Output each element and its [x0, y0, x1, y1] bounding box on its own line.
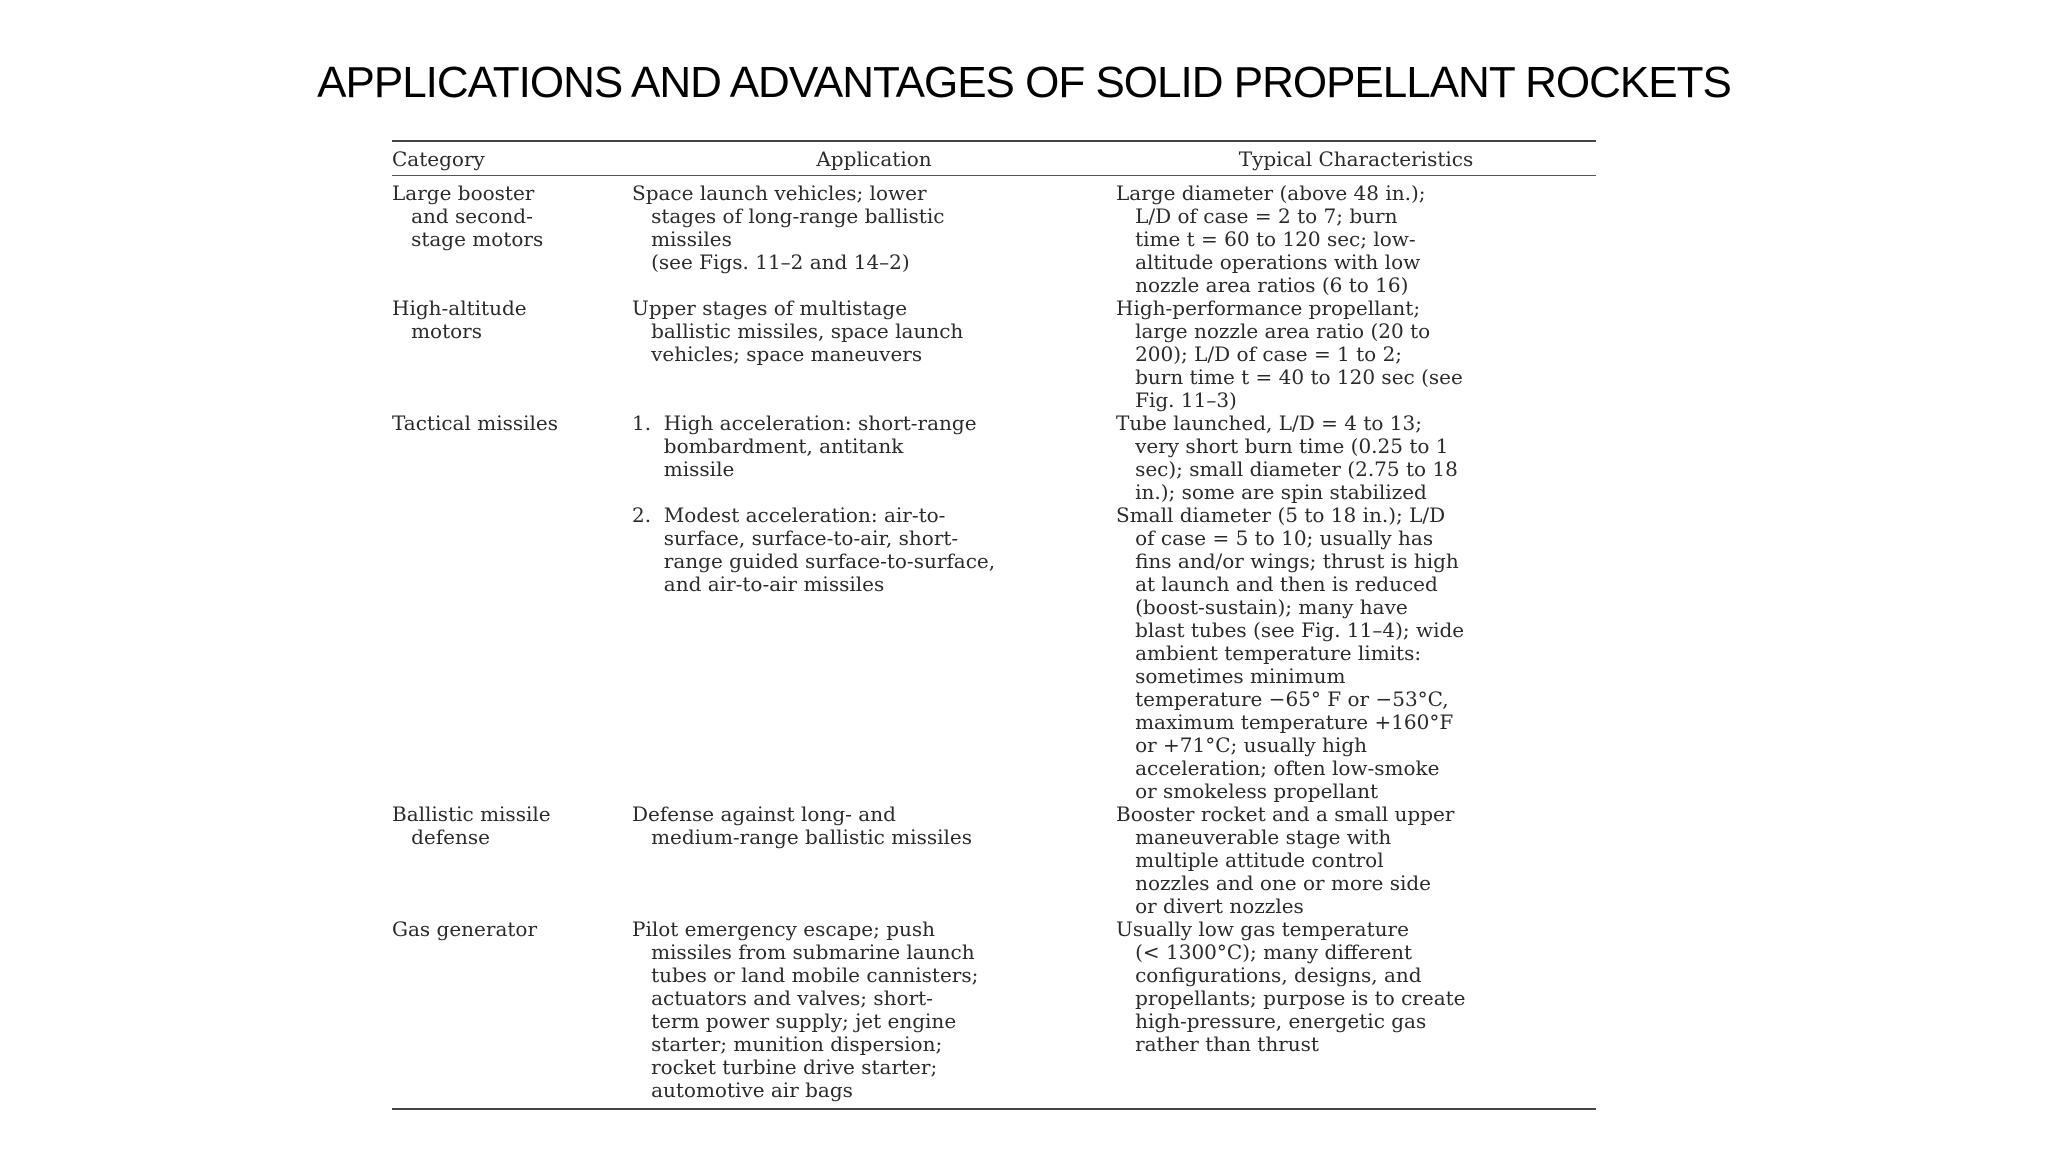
cell-application: 1. High acceleration: short-range bombardment, antitank missile [632, 411, 977, 481]
header-characteristics: Typical Characteristics [1238, 147, 1474, 171]
table-row-gas-generator [392, 918, 1596, 1102]
cell-category [392, 504, 632, 803]
table-row-large-booster [392, 182, 1596, 297]
table-row-tactical-1 [392, 412, 1596, 504]
header-category: Category [392, 147, 485, 171]
cell-characteristics: Booster rocket and a small upper maneuverable stage with multiple attitude control nozzles and one or more side or divert nozzles [1116, 802, 1455, 918]
table-header-row [392, 142, 1596, 175]
cell-application: 2. Modest acceleration: air-to- surface, surface-to-air, short- range guided surface-to-surface, and air-to-air missiles [632, 503, 996, 596]
applications-table [392, 140, 1596, 1110]
header-application: Application [816, 147, 932, 171]
slide-title: APPLICATIONS AND ADVANTAGES OF SOLID PROPELLANT ROCKETS [317, 58, 1731, 107]
table-bottom-rule [392, 1108, 1596, 1110]
cell-characteristics: High-performance propellant; large nozzle area ratio (20 to 200); L/D of case = 1 to 2; burn time t = 40 to 120 sec (see Fig. 11–3) [1116, 296, 1463, 412]
cell-category: High-altitude motors [392, 296, 527, 343]
cell-characteristics: Usually low gas temperature (< 1300°C); many different configurations, designs, and propellants; purpose is to create high-pressure, energetic gas rather than thrust [1116, 917, 1466, 1056]
cell-category: Large booster and second- stage motors [392, 181, 544, 251]
cell-characteristics: Tube launched, L/D = 4 to 13; very short burn time (0.25 to 1 sec); small diameter (2.75 to 18 in.); some are spin stabilized [1116, 411, 1458, 504]
cell-application: Pilot emergency escape; push missiles from submarine launch tubes or land mobile cannisters; actuators and valves; short- term power supply; jet engine starter; munition dispersion; rocket turbine drive starter; automotive air bags [632, 917, 979, 1102]
cell-characteristics: Small diameter (5 to 18 in.); L/D of case = 5 to 10; usually has fins and/or wings; thrust is high at launch and then is reduced (boost-sustain); many have blast tubes (see Fig. 11–4); wide ambient temperature limits: sometimes minimum temperature −65° F or −53°C, maximum temperature +160°F or +71°C; usually high acceleration; often low-smoke or smokeless propellant [1116, 503, 1465, 803]
cell-category: Tactical missiles [392, 411, 559, 435]
table-row-ballistic-defense [392, 803, 1596, 918]
table-body [392, 176, 1596, 1102]
table-row-high-altitude [392, 297, 1596, 412]
cell-category: Gas generator [392, 917, 537, 941]
table-row-tactical-2 [392, 504, 1596, 803]
cell-category: Ballistic missile defense [392, 802, 551, 849]
cell-application: Upper stages of multistage ballistic missiles, space launch vehicles; space maneuvers [632, 296, 964, 366]
cell-application: Space launch vehicles; lower stages of long-range ballistic missiles (see Figs. 11–2 and 14–2) [632, 181, 945, 274]
cell-characteristics: Large diameter (above 48 in.); L/D of case = 2 to 7; burn time t = 60 to 120 sec; low- altitude operations with low nozzle area ratios (6 to 16) [1116, 181, 1426, 297]
cell-application: Defense against long- and medium-range ballistic missiles [632, 802, 972, 849]
